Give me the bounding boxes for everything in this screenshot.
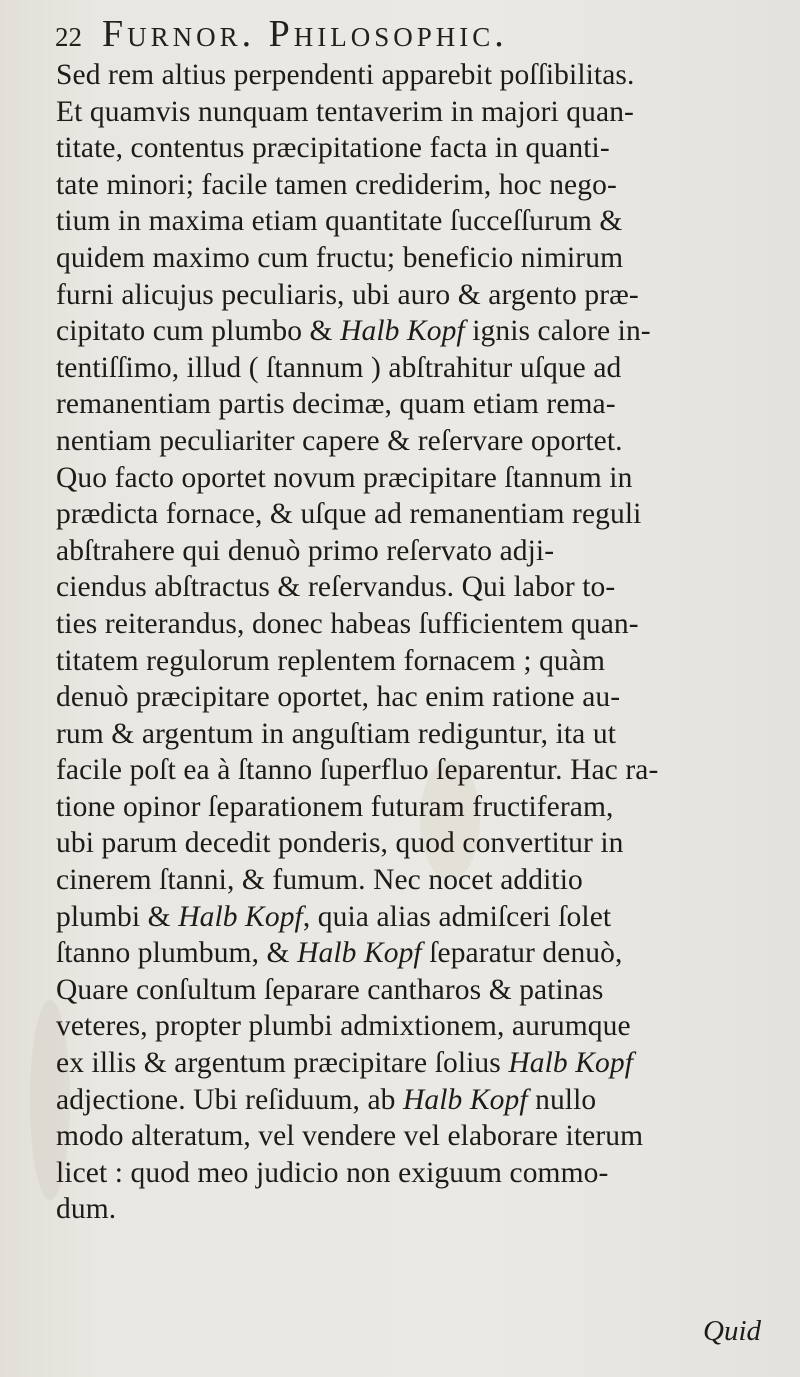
text-segment: , quia alias admiſceri ſolet	[302, 900, 612, 933]
text-segment: furni alicujus peculiaris, ubi auro & argento præ-	[56, 278, 639, 311]
text-segment: facile poſt ea à ſtanno ſuperfluo ſeparentur. Hac ra-	[56, 754, 659, 787]
text-line	[56, 533, 772, 570]
text-line	[56, 350, 772, 387]
italic-term: Halb Kopf	[508, 1047, 633, 1080]
text-line	[56, 1008, 772, 1045]
text-line	[56, 789, 772, 826]
text-segment: Et quamvis nunquam tentaverim in majori quan-	[56, 95, 634, 128]
text-line	[56, 716, 772, 753]
text-line	[56, 972, 772, 1009]
text-line	[56, 643, 772, 680]
text-segment: ſeparatur denuò,	[421, 937, 623, 970]
text-line	[56, 240, 772, 277]
text-line	[56, 203, 772, 240]
text-segment: denuò præcipitare oportet, hac enim ratione au-	[56, 681, 621, 714]
italic-term: Halb Kopf	[178, 900, 303, 933]
text-segment: tium in maxima etiam quantitate ſucceſſurum &	[56, 205, 623, 238]
text-segment: nentiam peculiariter capere & reſervare oportet.	[56, 424, 623, 457]
text-segment: Quo facto oportet novum præcipitare ſtannum in	[56, 461, 633, 494]
text-segment: ſtanno plumbum, &	[56, 937, 298, 970]
text-segment: Quare conſultum ſeparare cantharos & patinas	[56, 973, 604, 1006]
text-segment: modo alteratum, vel vendere vel elaborare iterum	[56, 1120, 644, 1153]
text-segment: plumbi &	[56, 900, 179, 933]
text-line	[56, 606, 772, 643]
italic-term: Halb Kopf	[297, 937, 422, 970]
text-line	[56, 460, 772, 497]
page-number: 22	[55, 22, 82, 52]
text-line	[56, 679, 772, 716]
text-segment: prædicta fornace, & uſque ad remanentiam reguli	[56, 498, 642, 531]
text-segment: ties reiterandus, donec habeas ſufficientem quan-	[56, 607, 639, 640]
text-line	[56, 1155, 772, 1192]
body-text	[56, 57, 772, 1228]
text-line	[56, 1118, 772, 1155]
text-line	[56, 752, 772, 789]
text-segment: tione opinor ſeparationem futuram fructiferam,	[56, 790, 614, 823]
text-line	[56, 167, 772, 204]
text-segment: tentiſſimo, illud ( ſtannum ) abſtrahitur uſque ad	[56, 351, 622, 384]
catchword: Quid	[703, 1315, 761, 1347]
text-line	[56, 862, 772, 899]
text-line	[56, 1045, 772, 1082]
text-segment: dum.	[56, 1193, 117, 1226]
text-segment: titate, contentus præcipitatione facta in quanti-	[56, 132, 610, 165]
text-line	[56, 423, 772, 460]
text-segment: ignis calore in-	[464, 315, 651, 348]
text-line	[56, 1191, 772, 1228]
text-segment: adjectione. Ubi reſiduum, ab	[56, 1083, 403, 1116]
text-line	[56, 94, 772, 131]
text-segment: rum & argentum in anguſtiam rediguntur, ita ut	[56, 717, 616, 750]
text-segment: remanentiam partis decimæ, quam etiam rema-	[56, 388, 616, 421]
italic-term: Halb Kopf	[402, 1083, 528, 1116]
text-line	[56, 825, 772, 862]
italic-term: Halb Kopf	[340, 315, 465, 348]
text-line	[56, 569, 772, 606]
text-segment: titatem regulorum replentem fornacem ; quàm	[56, 644, 606, 677]
text-segment: abſtrahere qui denuò primo reſervato adji-	[56, 534, 555, 567]
text-segment: quidem maximo cum fructu; beneficio nimirum	[56, 241, 624, 274]
text-line	[56, 935, 772, 972]
running-head: Furnor. Philosophic.	[102, 13, 508, 55]
text-segment: nullo	[527, 1083, 597, 1116]
text-line	[56, 1082, 772, 1119]
text-segment: ciendus abſtractus & reſervandus. Qui labor to-	[56, 571, 616, 604]
page-header	[55, 12, 755, 56]
text-segment: ex illis & argentum præcipitare ſolius	[56, 1047, 509, 1080]
text-line	[56, 277, 772, 314]
text-line	[56, 899, 772, 936]
text-segment: ubi parum decedit ponderis, quod convertitur in	[56, 827, 624, 860]
text-segment: cipitato cum plumbo &	[56, 315, 341, 348]
text-segment: tate minori; facile tamen crediderim, hoc nego-	[56, 168, 617, 201]
text-line	[56, 386, 772, 423]
text-line	[56, 57, 772, 94]
text-segment: Sed rem altius perpendenti apparebit poſſibilitas.	[56, 59, 635, 91]
text-line	[56, 313, 772, 350]
text-line	[56, 496, 772, 533]
text-line	[56, 130, 772, 167]
text-segment: veteres, propter plumbi admixtionem, aurumque	[56, 1010, 631, 1043]
text-segment: licet : quod meo judicio non exiguum commo-	[56, 1156, 609, 1189]
text-segment: cinerem ſtanni, & fumum. Nec nocet additio	[56, 864, 583, 897]
